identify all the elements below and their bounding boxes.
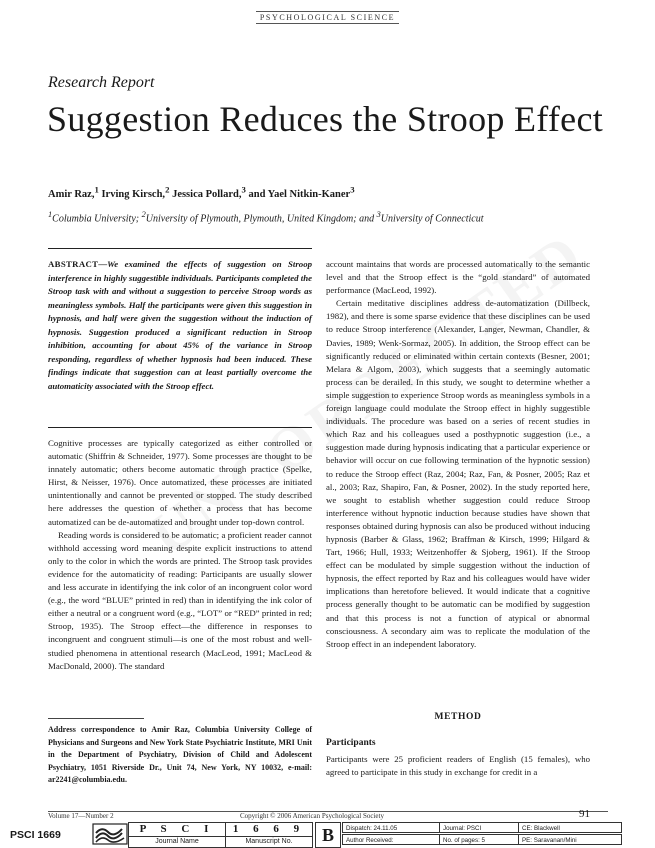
pages-cell: No. of pages: 5 <box>439 834 519 845</box>
paragraph: Cognitive processes are typically categorized as either controlled or automatic (Shiffrin & Schneider, 1977). Some processes are thought to be innately automatic; others become automatic through practice (Spelke, Hirst, & Neisser, 1976). Once automatized, these processes are initiated unintentionally and cannot be prevented or stopped. The study described here addresses the question of whether a process that has become automatized can be de-automatized and brought under top-down control. <box>48 438 312 527</box>
paragraph: account maintains that words are processed automatically to the semantic level and that the Stroop effect is the “gold standard” of automated performance (MacLeod, 1992). <box>326 259 590 296</box>
production-grid <box>342 822 622 846</box>
footnote-rule <box>48 718 144 719</box>
volume-info: Volume 17—Number 2 <box>48 812 114 820</box>
journal-label: Journal Name <box>155 838 199 845</box>
ce-cell: CE: Blackwell <box>518 822 622 833</box>
copyright: Copyright © 2006 American Psychological Society <box>240 812 384 820</box>
author-list <box>48 184 355 200</box>
paragraph: Reading words is considered to be automatic; a proficient reader cannot withhold accessing word meaning despite explicit instructions to attend only to the color in which the words are printed. The Stroop task provides evidence for the automaticity of reading: Participants are usually slower and less accurate in identifying the ink color of an incongruent color word (e.g., the word “BLUE” printed in red) than in identifying the ink color of either a neutral or a congruent word (e.g., “LOT” or “RED” printed in red; Stroop, 1935). The Stroop effect—the difference in responses to incongruent and congruent stimuli—is one of the most robust and well-studied phenomena in attentional research (MacLeod, 1991; MacLeod & MacDonald, 2000). The standard <box>48 529 312 671</box>
author: and Yael Nitkin-Kaner$^3$ <box>248 184 355 200</box>
method-heading: METHOD <box>434 712 482 722</box>
journal-name: PSYCHOLOGICAL SCIENCE <box>256 11 399 24</box>
author-received-cell: Author Received: <box>342 834 440 845</box>
journal-cell: Journal: PSCI <box>439 822 519 833</box>
dispatch-cell: Dispatch: 24.11.05 <box>342 822 440 833</box>
page-number: 91 <box>579 808 590 820</box>
affiliations: $^1$Columbia University; $^2$University of Plymouth, Plymouth, United Kingdom; and $^3$University of Connecticut <box>48 210 484 225</box>
abstract-lead: ABSTRACT <box>48 259 99 269</box>
right-column <box>326 258 590 651</box>
abstract-bottom-rule <box>48 427 312 428</box>
author: Irving Kirsch,$^2$ <box>101 184 170 200</box>
article-title: Suggestion Reduces the Stroop Effect <box>47 99 604 139</box>
pe-cell: PE: Saravanan/Mini <box>518 834 622 845</box>
left-column <box>48 437 312 673</box>
article-type: Research Report <box>48 74 155 91</box>
correspondence-note: Address correspondence to Amir Raz, Columbia University College of Physicians and Surgeons and New York State Psychiatric Institute, MRI Unit in the Department of Psychiatry, Division of Child and Adolescent Psychiatry, 1051 Riverside Dr., Unit 74, New York, NY 10032, e-mail: ar2241@columbia.edu. <box>48 725 312 784</box>
journal-code: P S C I <box>129 823 225 837</box>
abstract-text: —We examined the effects of suggestion on Stroop interference in highly suggestible individuals. Participants completed the Stroop task with and without a suggestion to perceive Stroop words as meaningless symbols. Half the participants were given this suggestion in hypnosis, and half were given the suggestion without the induction of hypnosis. Suggestion produced a significant reduction in Stroop inhibition, accounting for about 45% of the variance in Stroop responding, regardless of whether hypnosis had been induced. These findings indicate that suggestion can at least partially overcome the automaticity associated with the Stroop effect. <box>48 259 312 391</box>
journal-header <box>0 13 655 22</box>
proof-stage-badge: B <box>315 822 341 848</box>
participants-heading: Participants <box>326 738 376 748</box>
manuscript-number-box <box>225 822 313 848</box>
journal-name-box <box>128 822 226 848</box>
abstract <box>48 258 312 393</box>
paragraph: Certain meditative disciplines address de-automatization (Dillbeck, 1982), and there is some sparse evidence that these disciplines can be used to reduce Stroop interference (Alexander, Langer, Newman, Chandler, & Davies, 1989; Wenk-Sormaz, 2005). In addition, the Stroop effect can be significantly reduced or eliminated within certain contexts (Besner, 2001; Melara & Algom, 2003), which suggests that a seemingly automatic process can be derailed. In this study, we sought to determine whether a simple suggestion to experience Stroop words as meaningless symbols in a foreign language could modulate the Stroop effect in highly suggestible individuals. The procedure was based on a series of recent studies in which Raz and his colleagues used a posthypnotic suggestion (i.e., a suggestion made during hypnosis indicating that a particular experience or behavior will occur on cue following termination of the hypnotic session) to reduce the Stroop effect (Raz, 2004; Raz, Fan, & Posner, 2005; Raz et al., 2003; Raz, Shapiro, Fan, & Posner, 2002). In the study reported here, we sought to establish whether suggestion could reduce Stroop interference without hypnotic induction because studies have shown that responses obtained during hypnosis can also be produced without inducing hypnosis (Barber & Glass, 1962; Braffman & Kirsch, 1999; Hilgard & Tart, 1966; Hull, 1933; Weitzenhoffer & Sjoberg, 1961). If the Stroop effect can be modulated by simple suggestion without the induction of hypnosis, the effect reported by Raz and his colleagues would have wider implications than heretofore believed. It would indicate that a cognitive process generally thought to be automatic can be modified by suggestion and that this process is not a function of atypical or abnormal consciousness. A secondary aim was to replicate the modulation of the Stroop effect in an independent laboratory. <box>326 298 590 649</box>
participants-text: Participants were 25 proficient readers of English (15 females), who agreed to participate in this study in exchange for credit in a <box>326 754 590 778</box>
manuscript-label: Manuscript No. <box>245 838 293 845</box>
publisher-logo-icon <box>92 823 128 845</box>
manuscript-number: 1 6 6 9 <box>226 823 312 837</box>
production-code: PSCI 1669 <box>10 829 61 841</box>
abstract-top-rule <box>48 248 312 249</box>
author: Jessica Pollard,$^3$ <box>172 184 246 200</box>
author: Amir Raz,$^1$ <box>48 184 99 200</box>
